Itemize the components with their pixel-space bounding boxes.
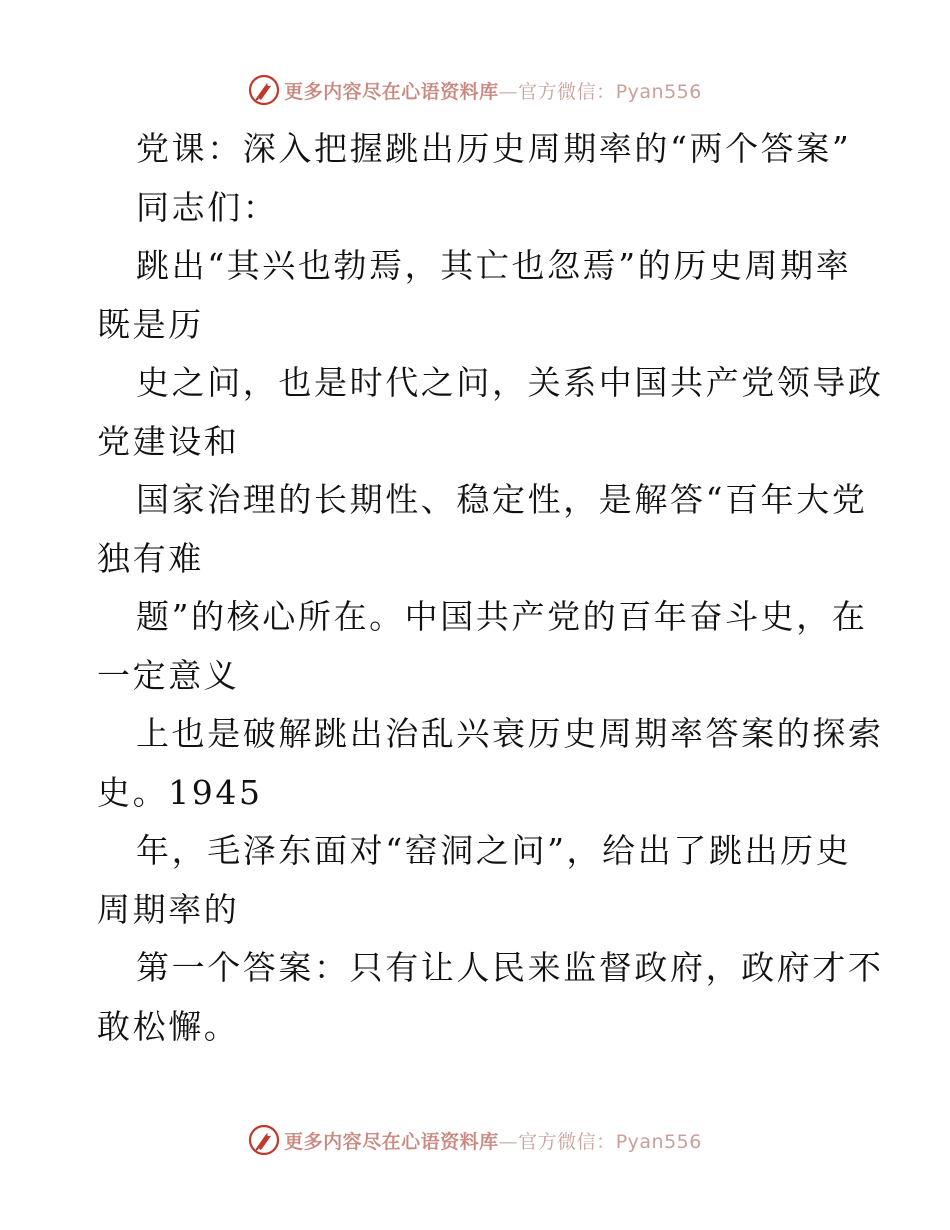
text-line: 年，毛泽东面对“窑洞之问”，给出了跳出历史 xyxy=(136,831,852,870)
text-line: 史。1945 xyxy=(97,772,263,812)
text-line: 独有难 xyxy=(97,538,204,578)
document-title: 党课：深入把握跳出历史周期率的“两个答案” xyxy=(136,129,852,168)
text-line: 史之问，也是时代之问，关系中国共产党领导政 xyxy=(136,363,884,402)
footer-watermark xyxy=(0,1120,950,1160)
text-line: 题”的核心所在。中国共产党的百年奋斗史，在 xyxy=(136,597,868,636)
header-watermark xyxy=(0,70,950,110)
salutation: 同志们： xyxy=(136,187,279,227)
text-line: 第一个答案：只有让人民来监督政府，政府才不 xyxy=(136,948,884,987)
text-line: 既是历 xyxy=(97,304,204,344)
pen-nib-logo-icon xyxy=(248,1124,280,1156)
text-line: 一定意义 xyxy=(97,655,240,695)
document-body xyxy=(97,120,884,1056)
footer-watermark-text: 更多内容尽在心语资料库—官方微信：Pyan556 xyxy=(284,1130,702,1153)
text-line: 敢松懈。 xyxy=(97,1006,240,1046)
header-watermark-text: 更多内容尽在心语资料库—官方微信：Pyan556 xyxy=(284,80,702,103)
text-line: 上也是破解跳出治乱兴衰历史周期率答案的探索 xyxy=(136,714,884,753)
pen-nib-logo-icon xyxy=(248,74,280,106)
text-line: 跳出“其兴也勃焉，其亡也忽焉”的历史周期率 xyxy=(136,246,852,285)
text-line: 周期率的 xyxy=(97,889,240,929)
text-line: 国家治理的长期性、稳定性，是解答“百年大党 xyxy=(136,480,868,519)
text-line: 党建设和 xyxy=(97,421,240,461)
